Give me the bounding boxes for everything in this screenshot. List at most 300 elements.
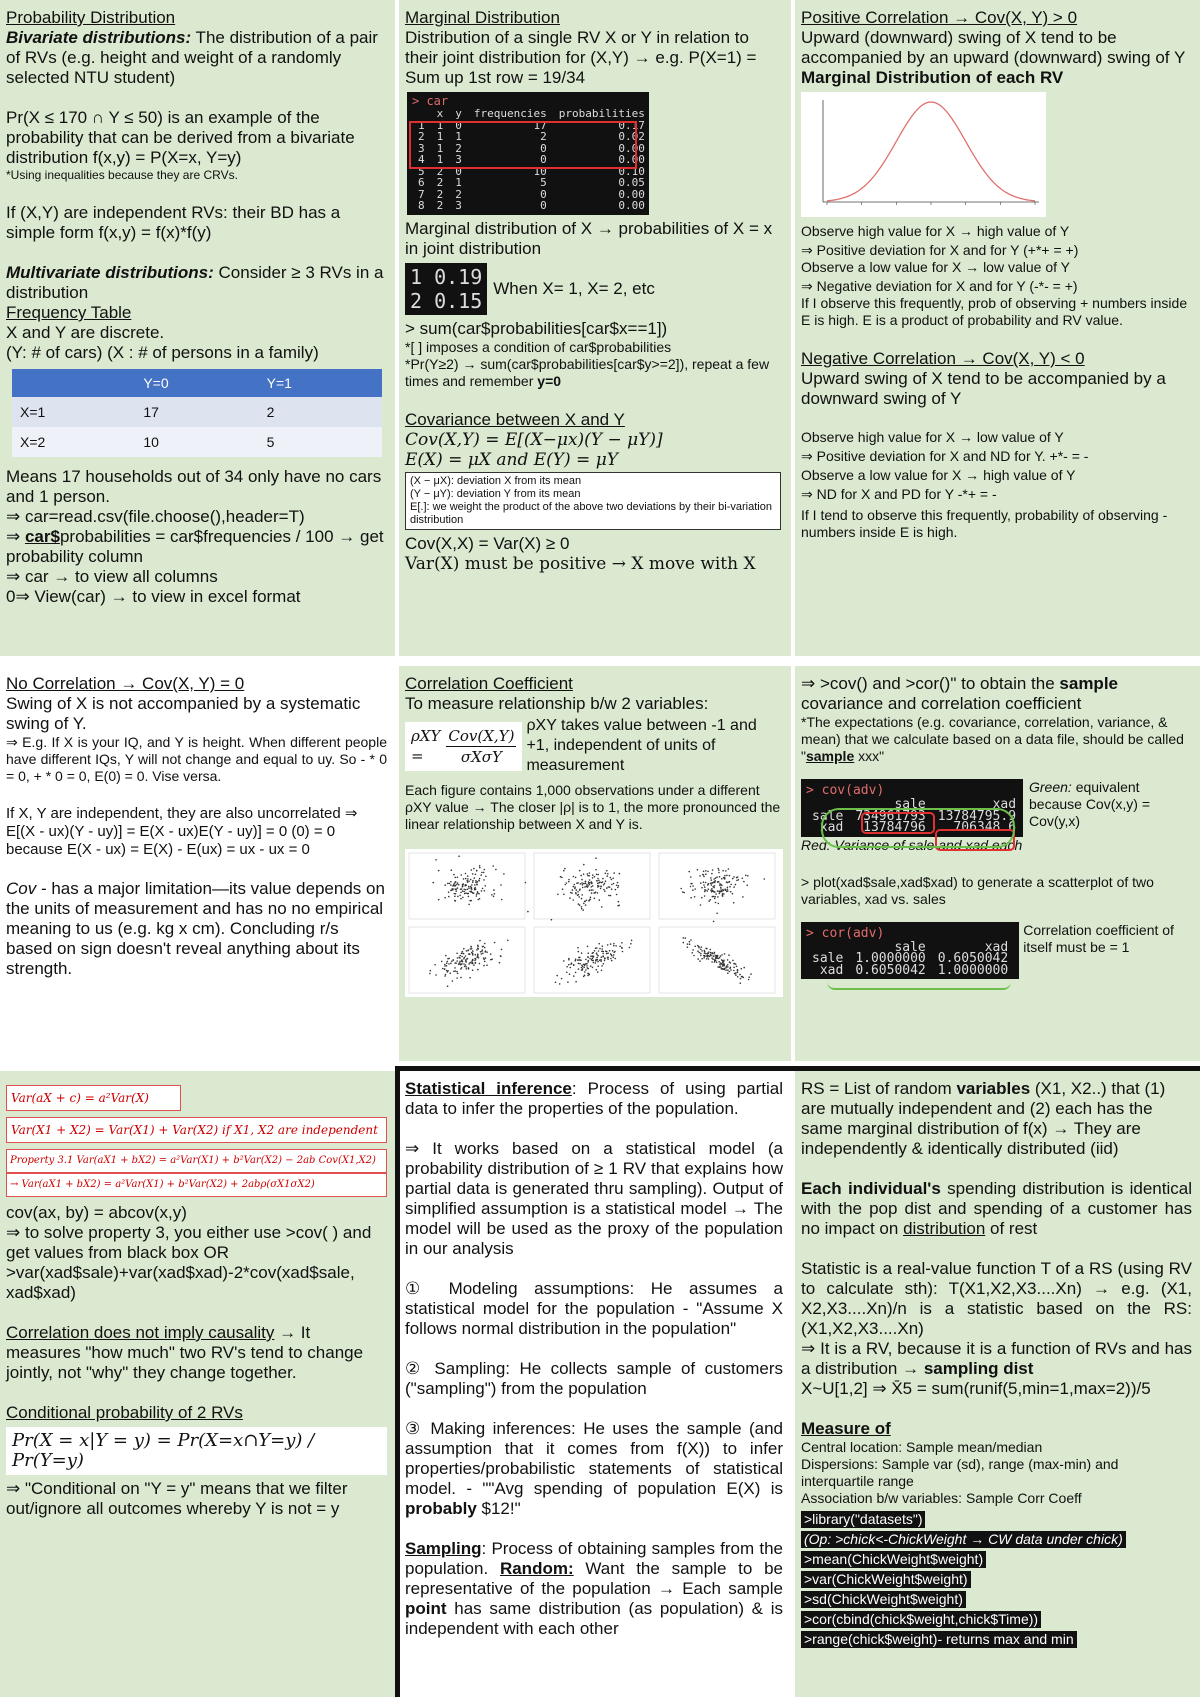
- scatter-point: [729, 881, 731, 883]
- covariance-title: Covariance between X and Y: [405, 409, 625, 429]
- scatter-point: [604, 883, 606, 885]
- scatter-point: [682, 891, 684, 893]
- property-3-solution: ⇒ to solve property 3, you either use >cov( ) and get values from black box OR >var(xad$sale)+var(xad$xad)-2*cov(xad$sale, xad$xad): [6, 1223, 372, 1302]
- scatter-point: [584, 901, 586, 903]
- scatter-point: [583, 967, 585, 969]
- scatter-point: [723, 964, 725, 966]
- term-cell: 17: [533, 118, 547, 132]
- term-cell: 3: [455, 153, 462, 166]
- scatter-point: [444, 968, 446, 970]
- code-line-4: 0⇒ View(car) → to view in excel format: [6, 587, 301, 606]
- normal-curve-svg: [801, 92, 1046, 217]
- term-cell: 2: [455, 187, 462, 201]
- frequency-table: [12, 369, 382, 457]
- scatter-point: [741, 968, 743, 970]
- scatter-point: [583, 976, 585, 978]
- scatter-point: [478, 957, 480, 959]
- normal-curve-plot: [801, 92, 1046, 217]
- scatter-point: [707, 871, 709, 873]
- scatter-point: [575, 960, 577, 962]
- scatter-point: [473, 892, 475, 894]
- covariance-formula: Cov(X,Y) = E[(X−μx)(Y − μY)]: [405, 429, 663, 450]
- scatter-point: [458, 884, 460, 886]
- scatter-point: [578, 951, 580, 953]
- scatter-point: [583, 873, 585, 875]
- scatter-point: [599, 959, 601, 961]
- scatter-point: [610, 958, 612, 960]
- rs-text: RS = List of random: [801, 1079, 957, 1098]
- cor-terminal: [801, 922, 1019, 980]
- step-3-number: ③: [405, 1419, 423, 1438]
- code-line: >cor(cbind(chick$weight,chick$Time)): [801, 1611, 1041, 1628]
- scatter-point: [717, 890, 719, 892]
- scatter-point: [748, 979, 750, 981]
- term-header: [412, 108, 431, 120]
- scatter-point: [735, 884, 737, 886]
- scatter-point: [455, 893, 457, 895]
- scatter-point: [457, 887, 459, 889]
- term-header: xad: [984, 939, 1009, 955]
- scatter-point: [580, 883, 582, 885]
- scatter-point: [465, 959, 467, 961]
- scatter-point: [717, 955, 719, 957]
- scatter-point: [590, 897, 592, 899]
- causality-heading: Correlation does not imply causality: [6, 1323, 275, 1342]
- scatter-point: [610, 953, 612, 955]
- cov-terminal: [801, 779, 1023, 837]
- scatter-point: [597, 883, 599, 885]
- scatter-point: [716, 961, 718, 963]
- scatter-point: [467, 875, 469, 877]
- statistical-inference-text: : Process of using partial data to infer the properties of the population.: [405, 1079, 783, 1118]
- panel-no-correlation: [0, 666, 395, 1061]
- scatter-point: [606, 953, 608, 955]
- scatter-point: [610, 943, 612, 945]
- scatter-point: [616, 885, 618, 887]
- term-cell: 13784796: [863, 820, 926, 835]
- scatter-point: [473, 964, 475, 966]
- scatter-point: [729, 961, 731, 963]
- scatter-point: [727, 966, 729, 968]
- scatter-point: [712, 958, 714, 960]
- scatter-point: [719, 957, 721, 959]
- term-cell: 0.05: [618, 176, 645, 189]
- mini-value: 0.15: [434, 288, 483, 313]
- scatter-point: [474, 958, 476, 960]
- scatter-point: [463, 889, 465, 891]
- scatter-point: [446, 970, 448, 972]
- scatter-point: [704, 951, 706, 953]
- measure-association: Association b/w variables: Sample Corr Coeff: [801, 1490, 1082, 1506]
- negative-title: Negative Correlation → Cov(X, Y) < 0: [801, 349, 1085, 368]
- scatter-point: [445, 974, 447, 976]
- scatter-point: [612, 878, 614, 880]
- scatter-point: [472, 969, 474, 971]
- scatter-point: [690, 939, 692, 941]
- scatter-point: [570, 967, 572, 969]
- scatter-point: [430, 970, 432, 972]
- scatter-point: [469, 977, 471, 979]
- scatter-point: [715, 877, 717, 879]
- scatter-point: [577, 959, 579, 961]
- scatter-point: [451, 888, 453, 890]
- scatter-point: [588, 960, 590, 962]
- table-header: [12, 369, 135, 397]
- scatter-point: [465, 964, 467, 966]
- scatter-point: [609, 950, 611, 952]
- rho-text: ρXY takes value between -1 and +1, independent of units of measurement: [526, 717, 757, 774]
- scatter-point: [603, 884, 605, 886]
- scatter-point: [705, 873, 707, 875]
- scatter-point: [597, 892, 599, 894]
- term-cell: 3: [455, 199, 462, 212]
- scatter-point: [706, 958, 708, 960]
- marginal-text: Distribution of a single RV X or Y in relation to their joint distribution for (X,Y) → e.g. P(X=1) = Sum up 1st row = 19/34: [405, 28, 757, 87]
- scatter-point: [573, 876, 575, 878]
- table-row: [12, 427, 382, 457]
- scatter-point: [578, 957, 580, 959]
- scatter-point: [575, 877, 577, 879]
- scatter-point: [729, 875, 731, 877]
- scatter-point: [572, 889, 574, 891]
- step-3-text-end: $12!": [476, 1499, 521, 1518]
- term-cell: 734961793: [855, 808, 926, 824]
- scatter-point: [576, 882, 578, 884]
- scatter-point: [591, 960, 593, 962]
- scatter-point: [730, 891, 732, 893]
- scatter-point: [587, 956, 589, 958]
- table-cell: 10: [135, 427, 258, 457]
- scatter-point: [469, 900, 471, 902]
- scatter-point: [607, 873, 609, 875]
- scatter-point: [728, 868, 730, 870]
- term-cell: 3: [418, 141, 425, 155]
- scatter-point: [694, 896, 696, 898]
- mini-value: 0.19: [434, 264, 483, 289]
- scatter-point: [718, 872, 720, 874]
- probably-bold: probably: [405, 1499, 477, 1518]
- scatter-point: [470, 888, 472, 890]
- panel-marginal-distribution: [399, 0, 791, 656]
- scatter-point: [723, 877, 725, 879]
- scatter-point: [581, 967, 583, 969]
- scatter-point: [471, 948, 473, 950]
- scatter-point: [462, 886, 464, 888]
- multivariate-heading: Multivariate distributions:: [6, 263, 214, 282]
- term-cell: 2: [540, 130, 547, 143]
- scatter-point: [447, 883, 449, 885]
- term-cell: 0: [455, 164, 462, 178]
- scatter-point: [472, 962, 474, 964]
- scatter-point: [471, 884, 473, 886]
- scatter-point: [710, 877, 712, 879]
- scatter-point: [446, 962, 448, 964]
- scatter-point: [713, 896, 715, 898]
- frequency-line-2: (Y: # of cars) (X : # of persons in a family): [6, 343, 319, 362]
- scatter-point: [690, 897, 692, 899]
- scatter-point: [724, 953, 726, 955]
- scatter-point: [710, 889, 712, 891]
- scatter-point: [451, 961, 453, 963]
- scatter-point: [477, 969, 479, 971]
- scatter-point: [727, 964, 729, 966]
- scatter-point: [483, 879, 485, 881]
- scatter-point: [486, 964, 488, 966]
- scatter-point: [608, 895, 610, 897]
- scatter-point: [713, 878, 715, 880]
- frequency-table-title: Frequency Table: [6, 303, 132, 322]
- sum-line-3-bold: y=0: [537, 372, 562, 389]
- scatter-point: [467, 893, 469, 895]
- scatter-point: [581, 898, 583, 900]
- scatter-point: [685, 937, 687, 939]
- scatter-point: [586, 884, 588, 886]
- scatter-point: [500, 884, 502, 886]
- scatter-point: [560, 876, 562, 878]
- sampling-text-3: has same distribution (as population) & is independent with each other: [405, 1599, 783, 1638]
- scatter-point: [719, 893, 721, 895]
- scatter-point: [468, 896, 470, 898]
- section-title: Marginal Distribution: [405, 8, 560, 27]
- scatter-point: [551, 919, 553, 921]
- scatter-point: [569, 897, 571, 899]
- scatter-point: [602, 948, 604, 950]
- scatter-point: [708, 900, 710, 902]
- scatter-point: [607, 944, 609, 946]
- code-line-2-prefix: ⇒: [6, 527, 25, 546]
- scatter-point: [598, 943, 600, 945]
- scatter-point: [568, 959, 570, 961]
- scatter-point: [697, 950, 699, 952]
- scatter-point: [717, 881, 719, 883]
- scatter-point: [715, 893, 717, 895]
- individual-text: spending distribution is identical with the pop dist and spending of a customer has no impact on: [801, 1179, 1192, 1238]
- scatter-point: [441, 961, 443, 963]
- scatter-point: [456, 953, 458, 955]
- scatter-point: [584, 886, 586, 888]
- scatter-point: [467, 958, 469, 960]
- scatter-point: [561, 978, 563, 980]
- scatter-point: [596, 880, 598, 882]
- individual-bold: Each individual's: [801, 1179, 941, 1198]
- scatter-point: [475, 962, 477, 964]
- scatter-point: [470, 948, 472, 950]
- term-header: sale: [894, 797, 926, 812]
- scatter-point: [465, 878, 467, 880]
- scatter-point: [525, 882, 527, 884]
- scatter-point: [595, 869, 597, 871]
- scatter-point: [607, 958, 609, 960]
- rho-numerator: Cov(X,Y): [448, 726, 515, 745]
- code-block: [801, 1509, 1192, 1649]
- rs-text-end: (X1, X2..) that (1) are mutually independent and (2) each has the same marginal distribution of f(x) → They are independently & identically distributed (iid): [801, 1079, 1166, 1158]
- term-cell: 2: [455, 141, 462, 155]
- scatter-point: [697, 869, 699, 871]
- scatter-point: [700, 955, 702, 957]
- scatter-point: [713, 887, 715, 889]
- scatter-point: [601, 882, 603, 884]
- scatter-point: [689, 943, 691, 945]
- scatter-point: [475, 882, 477, 884]
- scatter-point: [692, 949, 694, 951]
- term-header: xad: [992, 797, 1017, 812]
- step-2-number: ②: [405, 1359, 425, 1378]
- scatter-point: [597, 961, 599, 963]
- corr-intro: To measure relationship b/w 2 variables:: [405, 694, 709, 713]
- scatter-point: [727, 972, 729, 974]
- scatter-point: [729, 971, 731, 973]
- term-cell: 0.00: [618, 199, 645, 212]
- scatter-point: [459, 962, 461, 964]
- scatter-point: [587, 968, 589, 970]
- scatter-point: [555, 982, 557, 984]
- scatter-point: [462, 897, 464, 899]
- scatter-point: [457, 973, 459, 975]
- scatter-point: [611, 955, 613, 957]
- scatter-point: [705, 948, 707, 950]
- scatter-point: [591, 892, 593, 894]
- scatter-point: [450, 963, 452, 965]
- scatter-point: [451, 890, 453, 892]
- scatter-point: [687, 943, 689, 945]
- term-cell: xad: [819, 962, 844, 978]
- scatter-point: [710, 952, 712, 954]
- scatter-point: [714, 896, 716, 898]
- scatter-point: [464, 966, 466, 968]
- scatter-point: [435, 859, 437, 861]
- scatter-point: [704, 952, 706, 954]
- scatter-point: [465, 884, 467, 886]
- term-cell: xad: [819, 820, 844, 835]
- independence-text: If (X,Y) are independent RVs: their BD has a simple form f(x,y) = f(x)*f(y): [6, 203, 341, 242]
- scatter-point: [604, 890, 606, 892]
- scatter-point: [467, 949, 469, 951]
- scatter-point: [727, 890, 729, 892]
- section-title: Probability Distribution: [6, 8, 176, 27]
- scatter-point: [448, 891, 450, 893]
- scatter-point: [619, 873, 621, 875]
- term-cell: 1: [455, 130, 462, 143]
- scatter-point: [740, 978, 742, 980]
- scatter-point: [472, 950, 474, 952]
- scatter-point: [715, 957, 717, 959]
- statistical-inference-title: Statistical inference: [405, 1079, 572, 1098]
- scatter-point: [565, 884, 567, 886]
- scatter-point: [700, 882, 702, 884]
- term-cell: 2: [436, 199, 444, 212]
- scatter-point: [507, 940, 509, 942]
- scatter-point: [708, 883, 710, 885]
- scatter-point: [458, 957, 460, 959]
- scatter-point: [596, 969, 598, 971]
- scatter-point: [476, 895, 478, 897]
- scatter-point: [742, 878, 744, 880]
- scatter-point: [500, 956, 502, 958]
- scatter-point: [592, 877, 594, 879]
- statistic-text: Statistic is a real-value function T of a RS (using RV to calculate sth): T(X1,X2,X3....Xn) → e.g. (X1, X2,X3....Xn)/n is a statistic based on the RS: (X1,X2,X3....Xn): [801, 1259, 1192, 1338]
- scatter-point: [616, 894, 618, 896]
- scatter-point: [462, 890, 464, 892]
- scatter-point: [461, 953, 463, 955]
- scatter-point: [479, 898, 481, 900]
- cov-label: Cov: [6, 879, 37, 898]
- scatter-point: [451, 869, 453, 871]
- scatter-point: [455, 900, 457, 902]
- scatter-point: [450, 884, 452, 886]
- scatter-point: [578, 968, 580, 970]
- scatter-point: [743, 881, 745, 883]
- sampling-text: : Process of obtaining samples from the population.: [405, 1539, 783, 1578]
- scatter-point: [463, 953, 465, 955]
- scatter-point: [501, 899, 503, 901]
- scatter-point: [606, 887, 608, 889]
- scatter-point: [594, 950, 596, 952]
- scatter-point: [736, 966, 738, 968]
- scatter-point: [739, 974, 741, 976]
- scatter-point: [615, 889, 617, 891]
- scatter-point: [454, 877, 456, 879]
- scatter-point: [631, 940, 633, 942]
- table-cell: X=1: [12, 397, 135, 427]
- scatter-grid-svg: [405, 849, 783, 997]
- sampling-text-2: Want the sample to be representative of the population → Each sample: [405, 1559, 784, 1598]
- scatter-point: [449, 883, 451, 885]
- scatter-point: [698, 952, 700, 954]
- sum-line-3: *Pr(Y≥2) → sum(car$probabilities[car$y>=2]), repeat a few times and remember: [405, 355, 770, 389]
- sampling-dist-bold: sampling dist: [923, 1359, 1034, 1378]
- scatter-point: [714, 959, 716, 961]
- scatter-point: [722, 968, 724, 970]
- scatter-point: [459, 961, 461, 963]
- scatter-point: [444, 964, 446, 966]
- scatter-point: [596, 947, 598, 949]
- scatter-point: [450, 881, 452, 883]
- scatter-point: [724, 969, 726, 971]
- scatter-point: [692, 889, 694, 891]
- scatter-point: [710, 883, 712, 885]
- code-line-2-text: probabilities = car$frequencies / 100 → get probability column: [6, 527, 384, 566]
- var-positive: Var(X) must be positive → X move with X: [405, 553, 756, 574]
- scatter-point: [478, 948, 480, 950]
- scatter-point: [745, 875, 747, 877]
- scatter-point: [601, 965, 603, 967]
- term-cell: 0.00: [618, 141, 645, 155]
- scatter-point: [712, 890, 714, 892]
- obs-line-5: If I observe this frequently, prob of observing + numbers inside E is high. E is a product of probability and RV value.: [801, 295, 1188, 328]
- mini-note: When X= 1, X= 2, etc: [493, 278, 655, 298]
- scatter-point: [586, 886, 588, 888]
- term-cell: 13784795.9: [937, 808, 1017, 824]
- scatter-point: [619, 946, 621, 948]
- scatter-point: [493, 896, 495, 898]
- scatter-point: [589, 890, 591, 892]
- scatter-point: [492, 865, 494, 867]
- scatter-point: [455, 970, 457, 972]
- scatter-point: [591, 883, 593, 885]
- scatter-point: [572, 899, 574, 901]
- term-header: probabilities: [558, 107, 645, 120]
- term-cell: 4: [418, 153, 425, 166]
- scatter-point: [461, 960, 463, 962]
- scatter-point: [700, 953, 702, 955]
- scatter-point: [463, 891, 465, 893]
- scatter-point: [444, 897, 446, 899]
- scatter-point: [710, 955, 712, 957]
- scatter-point: [580, 960, 582, 962]
- scatter-point: [719, 876, 721, 878]
- scatter-panel: [659, 927, 775, 993]
- scatter-point: [714, 952, 716, 954]
